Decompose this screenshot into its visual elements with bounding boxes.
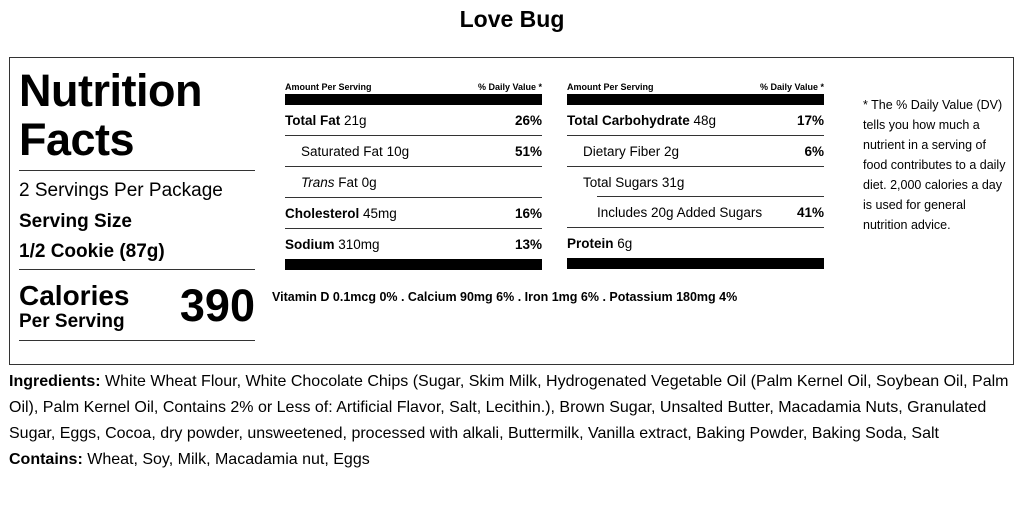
- nutrient-row-cholesterol: [285, 198, 542, 229]
- nutrient-name: Includes 20g Added Sugars: [597, 204, 763, 220]
- nutrient-row-saturated-fat: [285, 136, 542, 167]
- amount-per-serving-header: Amount Per Serving: [285, 82, 372, 92]
- divider: [19, 340, 255, 341]
- calories-row: [19, 270, 255, 340]
- nutrient-amount: 2g: [664, 143, 680, 159]
- ingredients-text: White Wheat Flour, White Chocolate Chips (Sugar, Skim Milk, Hydrogenated Vegetable Oil (Palm Kernel Oil, Soybean Oil, Palm Oil), Palm Kernel Oil, Contains 2% or Less of: Artificial Flavor, Salt, Lecithin.), Brown Sugar, Unsalted Butter, Macadamia Nuts, Granulated Sugar, Eggs, Cocoa, dry powder, unsweetened, processed with alkali, Buttermilk, Vanilla extract, Baking Powder, Baking Soda, Salt: [9, 373, 1009, 442]
- nutrient-column-2: [567, 82, 824, 269]
- nutrition-heading-line1: Nutrition: [19, 65, 202, 116]
- nutrient-dv: 26%: [514, 112, 542, 128]
- thick-bar: [285, 94, 542, 105]
- nutrition-facts-panel: [9, 57, 1014, 365]
- nutrient-name: Protein: [567, 235, 614, 251]
- nutrient-name: Total Fat: [285, 112, 341, 128]
- ingredients-section: [9, 369, 1015, 473]
- nutrient-row-added-sugars: [567, 197, 824, 228]
- serving-size-value: 1/2 Cookie (87g): [19, 241, 165, 262]
- nutrient-name: Saturated Fat: [301, 143, 383, 159]
- contains-text: Wheat, Soy, Milk, Macadamia nut, Eggs: [82, 451, 370, 468]
- nutrient-dv: 17%: [796, 112, 824, 128]
- ingredients: [9, 369, 1015, 447]
- allergens: [9, 447, 1015, 473]
- daily-value-footnote: * The % Daily Value (DV) tells you how much a nutrient in a serving of food contributes to a daily diet. 2,000 calories a day is used for general nutrition advice.: [863, 98, 1006, 232]
- nutrition-heading-line2: Facts: [19, 114, 135, 165]
- daily-value-header: % Daily Value *: [477, 82, 542, 92]
- nutrient-dv: 6%: [804, 143, 824, 159]
- thick-bar: [285, 259, 542, 270]
- nutrient-name: Sodium: [285, 236, 335, 252]
- divider: [597, 196, 824, 197]
- nutrient-amount: 10g: [386, 143, 410, 159]
- nutrient-column-1: [285, 82, 542, 270]
- amount-per-serving-header: Amount Per Serving: [567, 82, 654, 92]
- nutrient-amount: 31g: [661, 174, 685, 190]
- nutrient-amount: 21g: [344, 112, 367, 128]
- nutrient-name: Total Sugars: [583, 174, 659, 190]
- nutrient-row-total-carbohydrate: [567, 105, 824, 136]
- daily-value-header: % Daily Value *: [759, 82, 824, 92]
- nutrient-amount: 45mg: [363, 205, 397, 221]
- serving-size-label: Serving Size: [19, 211, 132, 232]
- nutrient-dv: 51%: [514, 143, 542, 159]
- label-summary: [19, 66, 255, 341]
- nutrient-name: Dietary Fiber: [583, 143, 661, 159]
- ingredients-label: Ingredients:: [9, 373, 101, 390]
- thick-bar: [567, 258, 824, 269]
- column-header: [567, 82, 824, 94]
- nutrient-amount: 6g: [617, 235, 633, 251]
- contains-label: Contains:: [9, 451, 83, 468]
- nutrient-amount: 48g: [693, 112, 717, 128]
- servings-per-package: 2 Servings Per Package: [19, 180, 223, 201]
- product-title: Love Bug: [459, 6, 565, 32]
- nutrient-row-total-sugars: [567, 167, 824, 197]
- nutrient-amount: 0g: [361, 174, 377, 190]
- nutrient-dv: 13%: [514, 236, 542, 252]
- calories-per-serving-label: Per Serving: [19, 311, 125, 332]
- nutrient-name: Total Carbohydrate: [567, 112, 690, 128]
- nutrient-row-sodium: [285, 229, 542, 259]
- nutrient-name: Trans: [301, 174, 335, 190]
- calories-value: 390: [179, 280, 255, 331]
- nutrient-dv: 41%: [796, 204, 824, 220]
- nutrient-name-suffix: Fat: [338, 174, 358, 190]
- nutrient-name: Cholesterol: [285, 205, 360, 221]
- vitamins-minerals-line: Vitamin D 0.1mcg 0% . Calcium 90mg 6% . Iron 1mg 6% . Potassium 180mg 4%: [272, 290, 738, 304]
- column-header: [285, 82, 542, 94]
- nutrient-row-protein: [567, 228, 824, 258]
- calories-label: Calories: [19, 280, 130, 311]
- nutrient-row-trans-fat: [285, 167, 542, 198]
- nutrient-row-total-fat: [285, 105, 542, 136]
- thick-bar: [567, 94, 824, 105]
- nutrient-row-dietary-fiber: [567, 136, 824, 167]
- nutrient-amount: 310mg: [338, 236, 380, 252]
- nutrient-dv: 16%: [514, 205, 542, 221]
